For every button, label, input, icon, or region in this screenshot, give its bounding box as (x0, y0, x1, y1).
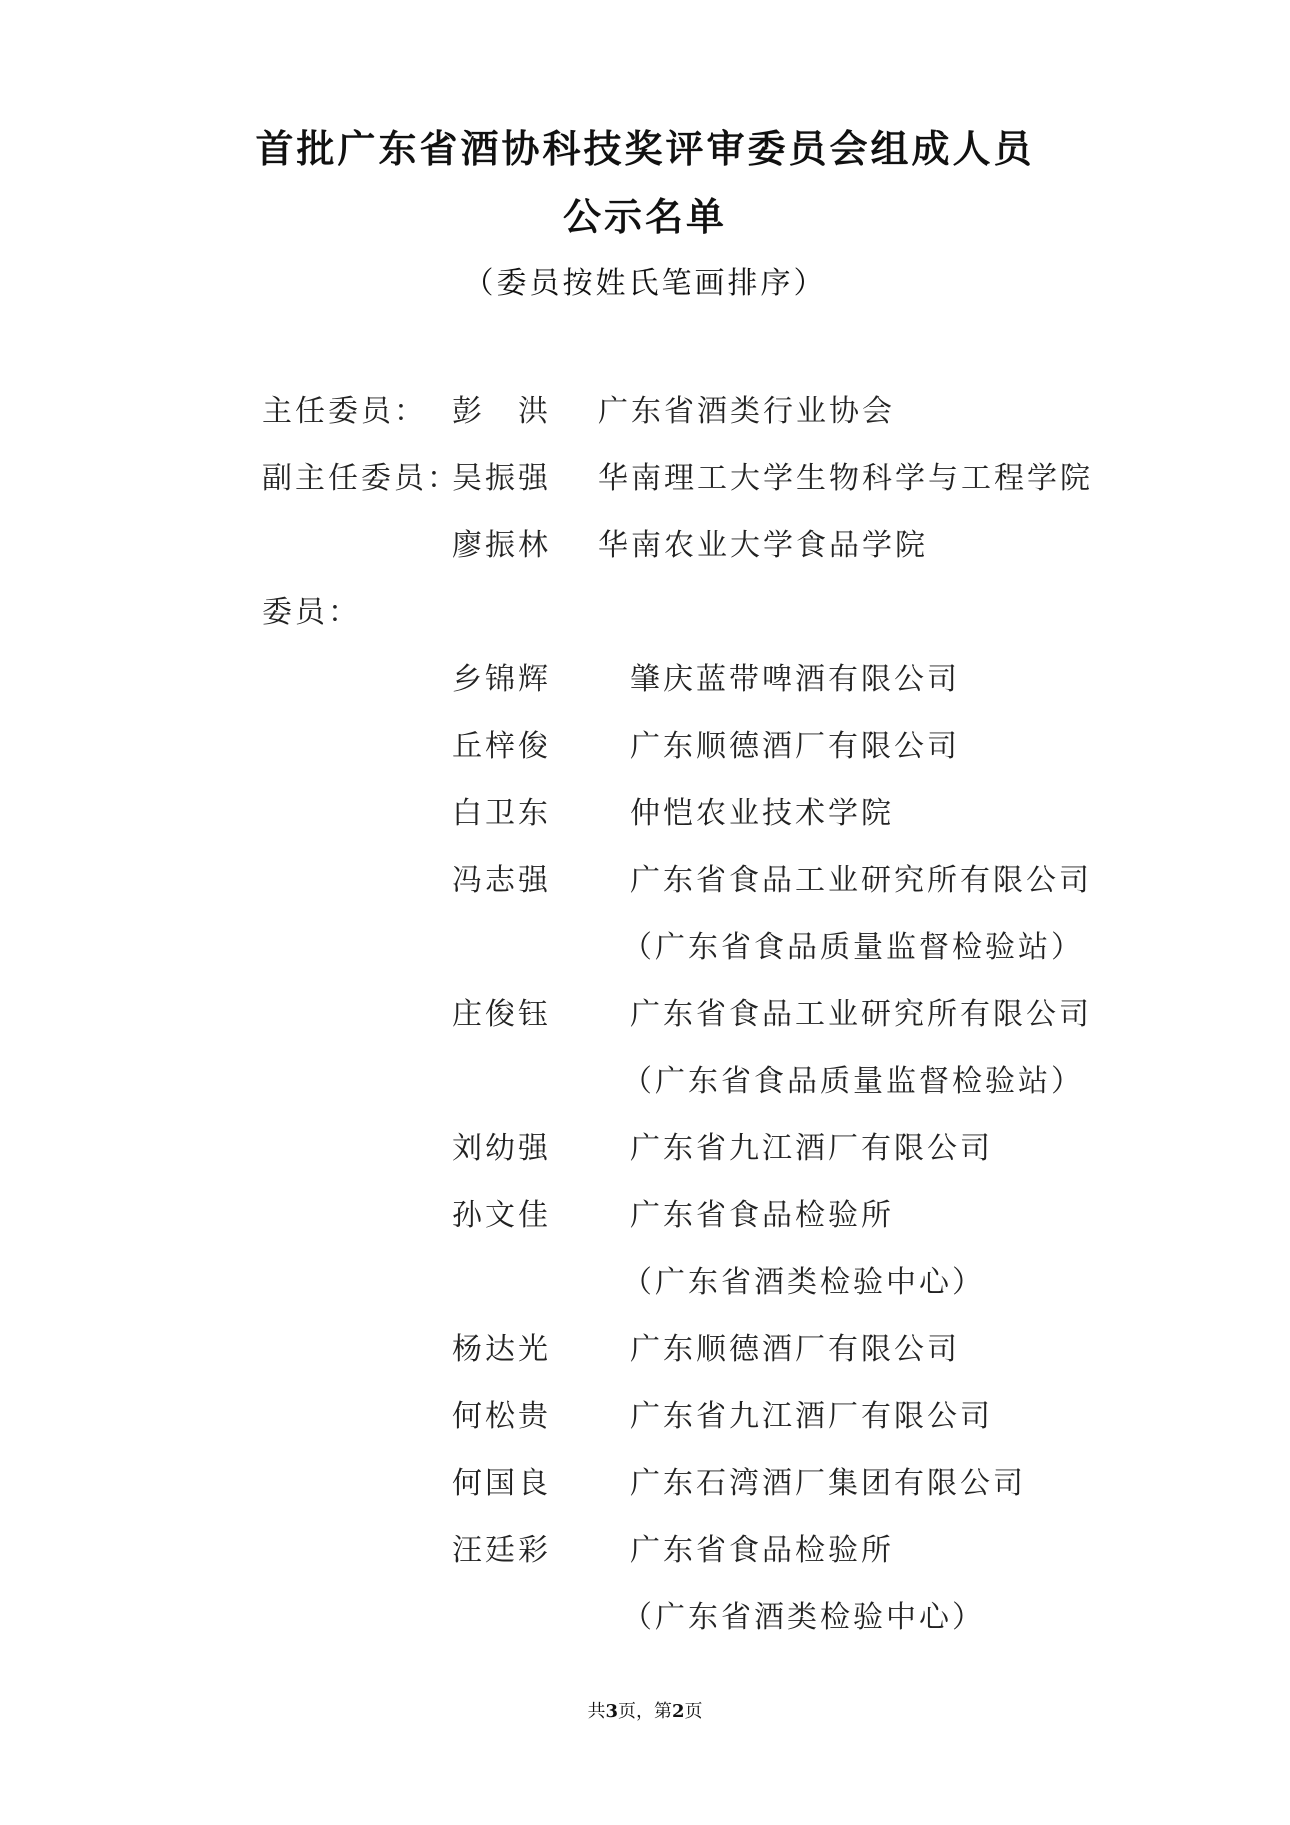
director-label: 主任委员： (262, 394, 427, 429)
deputy-org-2: 华南农业大学食品学院 (598, 528, 928, 563)
document-title-line2: 公示名单 (562, 194, 727, 239)
member-org: 肇庆蓝带啤酒有限公司 (630, 662, 960, 697)
deputy-org-1: 华南理工大学生物科学与工程学院 (598, 461, 1093, 496)
member-name: 刘幼强 (452, 1131, 551, 1166)
page-indicator (0, 1697, 1290, 1723)
member-name: 白卫东 (452, 796, 551, 831)
member-name: 何国良 (452, 1466, 551, 1501)
member-org: 广东省九江酒厂有限公司 (630, 1399, 993, 1434)
member-org: 广东石湾酒厂集团有限公司 (630, 1466, 1026, 1501)
member-name: 乡锦辉 (452, 662, 551, 697)
page-current: 2 (672, 1701, 685, 1722)
director-name: 彭 洪 (452, 394, 551, 429)
member-org-note: （广东省酒类检验中心） (622, 1265, 985, 1300)
page-suffix: 页 (684, 1701, 703, 1722)
member-org-note: （广东省食品质量监督检验站） (622, 1064, 1084, 1099)
member-name: 丘梓俊 (452, 729, 551, 764)
member-name: 何松贵 (452, 1399, 551, 1434)
deputy-name-1: 吴振强 (452, 461, 551, 496)
member-org: 广东顺德酒厂有限公司 (630, 729, 960, 764)
member-org: 仲恺农业技术学院 (630, 796, 894, 831)
members-label: 委员： (262, 595, 361, 630)
member-name: 庄俊钰 (452, 997, 551, 1032)
member-org: 广东省九江酒厂有限公司 (630, 1131, 993, 1166)
deputy-name-2: 廖振林 (452, 528, 551, 563)
member-name: 冯志强 (452, 863, 551, 898)
page-prefix: 共 (587, 1701, 606, 1722)
page-total: 3 (605, 1701, 618, 1722)
member-org: 广东省食品工业研究所有限公司 (630, 863, 1092, 898)
member-org-note: （广东省酒类检验中心） (622, 1600, 985, 1635)
member-org: 广东顺德酒厂有限公司 (630, 1332, 960, 1367)
member-name: 孙文佳 (452, 1198, 551, 1233)
member-name: 汪廷彩 (452, 1533, 551, 1568)
deputy-label: 副主任委员： (262, 461, 460, 496)
document-title: 首批广东省酒协科技奖评审委员会组成人员 (255, 126, 1035, 171)
member-org: 广东省食品检验所 (630, 1198, 894, 1233)
member-org-note: （广东省食品质量监督检验站） (622, 930, 1084, 965)
member-org: 广东省食品工业研究所有限公司 (630, 997, 1092, 1032)
sort-note: （委员按姓氏笔画排序） (463, 266, 827, 301)
director-org: 广东省酒类行业协会 (598, 394, 895, 429)
page-mid: 页，第 (618, 1701, 672, 1722)
member-org: 广东省食品检验所 (630, 1533, 894, 1568)
member-name: 杨达光 (452, 1332, 551, 1367)
